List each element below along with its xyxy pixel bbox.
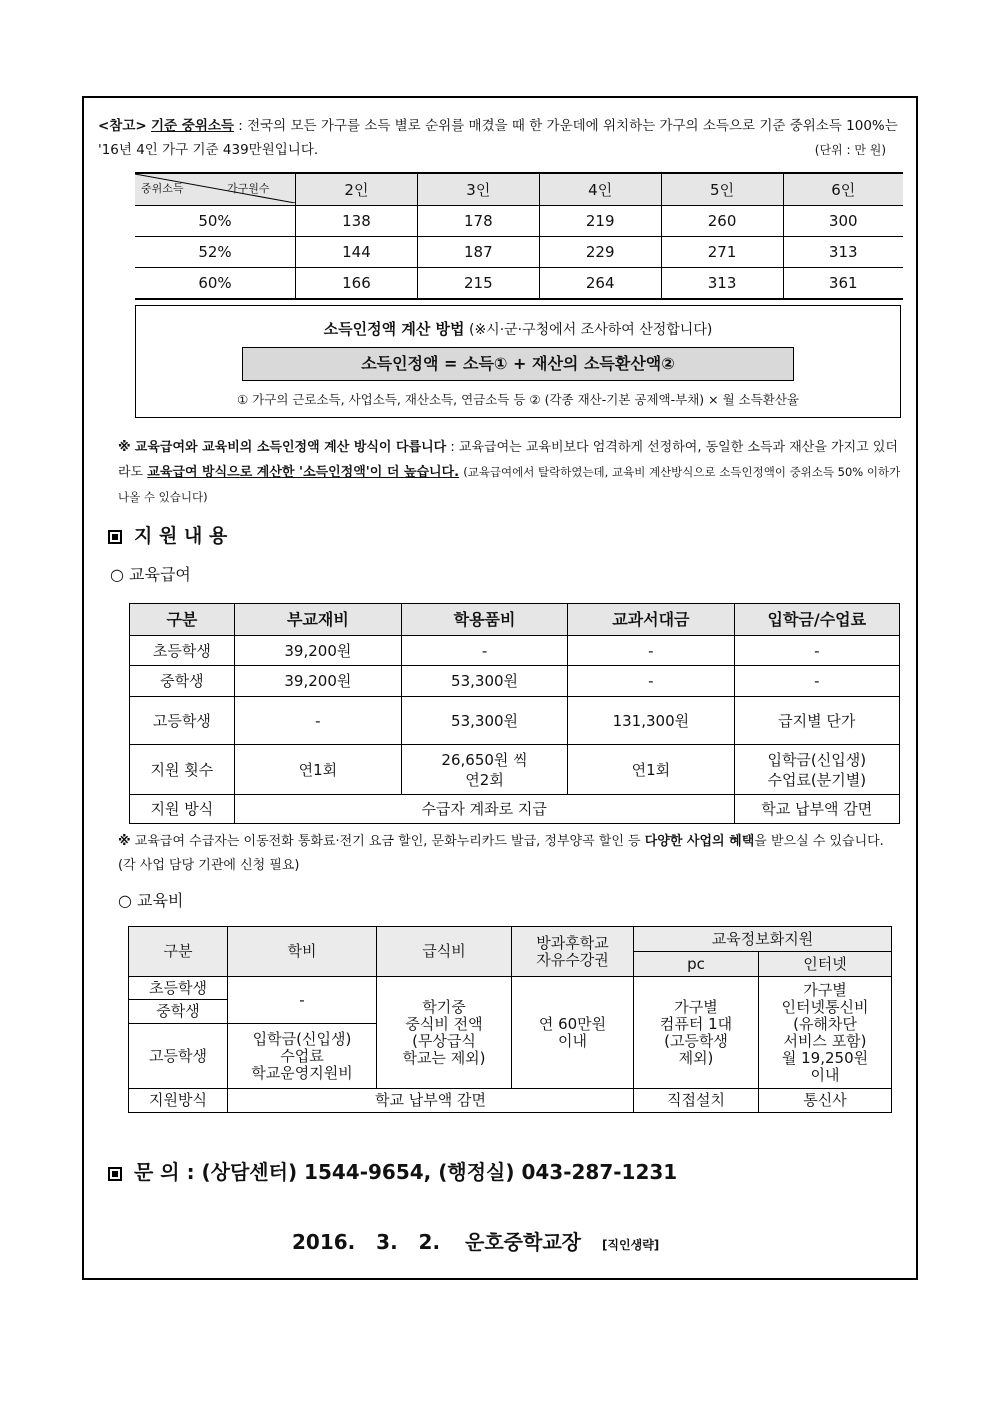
cell-line: 연2회	[465, 770, 504, 789]
row-label: 52%	[135, 237, 296, 268]
cell-line: 제외)	[678, 1048, 714, 1067]
row-label: 초등학생	[129, 977, 228, 1000]
cell-line: 컴퓨터 1대	[659, 1014, 733, 1033]
table-header-row	[135, 173, 903, 206]
table-cell	[512, 977, 634, 1089]
col-header: 4인	[539, 173, 661, 206]
col-header: 급식비	[377, 927, 512, 977]
col-header: 5인	[661, 173, 783, 206]
table-row	[130, 636, 900, 666]
table-cell: -	[568, 636, 734, 666]
table-cell	[634, 977, 759, 1089]
col-header: 입학금/수업료	[734, 604, 899, 636]
row-label: 지원방식	[129, 1089, 228, 1113]
table-cell: 313	[783, 237, 903, 268]
table-cell: 연1회	[234, 745, 401, 795]
col-header: 구분	[130, 604, 235, 636]
table-cell: 215	[417, 268, 539, 300]
cell-line: 이내	[558, 1031, 587, 1050]
row-label: 지원 방식	[130, 795, 235, 824]
table-cell: 53,300원	[401, 666, 567, 697]
warning-note-1	[118, 436, 904, 510]
calc-title-line	[136, 318, 900, 339]
table-cell: 300	[783, 206, 903, 237]
table-row	[129, 977, 892, 1000]
table-row	[135, 206, 903, 237]
table-cell	[759, 977, 892, 1089]
table-cell: 53,300원	[401, 697, 567, 745]
edu-cost-table	[128, 926, 892, 1113]
median-income-note	[98, 114, 904, 162]
warning-small: (교육급여에서 탈락하였는데, 교육비 계산방식으로 소득인정액이 중위소득 50% 이하가 나올 수 있습니다)	[118, 465, 901, 504]
cell-line: 중식비 전액	[405, 1014, 483, 1033]
cell-line: 학교운영지원비	[251, 1063, 353, 1082]
table-cell	[401, 745, 567, 795]
cell-line: 입학금(신입생)	[767, 750, 867, 769]
square-bullet-icon	[108, 1167, 122, 1181]
contact-text: 문 의 : (상담센터) 1544-9654, (행정실) 043-287-1231	[134, 1160, 678, 1184]
cell-line: 학교는 제외)	[402, 1048, 486, 1067]
warning-note-2	[118, 830, 904, 878]
table-cell: -	[234, 697, 401, 745]
table-row-method	[129, 1089, 892, 1113]
subsection-edu-cost: ○ 교육비	[118, 891, 184, 910]
col-header: 3인	[417, 173, 539, 206]
table-cell: 178	[417, 206, 539, 237]
reference-mark: ※	[118, 440, 131, 455]
col-header: 인터넷	[759, 952, 892, 977]
cell-line: 연 60만원	[538, 1014, 607, 1033]
table-cell: 39,200원	[234, 636, 401, 666]
row-label: 고등학생	[130, 697, 235, 745]
cell-line: (무상급식	[412, 1031, 476, 1050]
table-cell: -	[228, 977, 377, 1024]
col-header: pc	[634, 952, 759, 977]
table-cell: 219	[539, 206, 661, 237]
calc-footnote: ① 가구의 근로소득, 사업소득, 재산소득, 연금소득 등 ② (각종 재산-기본 공제액-부채) × 월 소득환산율	[236, 392, 799, 407]
calc-title: 소득인정액 계산 방법	[323, 320, 465, 338]
table-cell	[734, 745, 899, 795]
table-cell: 313	[661, 268, 783, 300]
table-cell: 166	[296, 268, 418, 300]
table-cell: 229	[539, 237, 661, 268]
table-row	[130, 697, 900, 745]
table-row	[130, 666, 900, 697]
table-cell: -	[568, 666, 734, 697]
calc-method-box	[135, 305, 901, 418]
cell-line: 입학금(신입생)	[252, 1029, 352, 1048]
cell-line: 가구별	[803, 980, 847, 999]
table-cell: 264	[539, 268, 661, 300]
table-header-row	[129, 927, 892, 952]
table-cell: 연1회	[568, 745, 734, 795]
contact-line	[108, 1156, 677, 1185]
row-label: 고등학생	[129, 1024, 228, 1089]
table-cell: 수급자 계좌로 지급	[234, 795, 734, 824]
cell-line: 수업료	[280, 1046, 324, 1065]
unit-label: (단위 : 만 원)	[814, 143, 886, 157]
row-label: 60%	[135, 268, 296, 300]
sign-stamp: [직인생략]	[601, 1238, 660, 1252]
table-cell	[377, 977, 512, 1089]
table-row	[135, 268, 903, 300]
formula-box: 소득인정액 = 소득① + 재산의 소득환산액②	[242, 347, 794, 381]
table-cell: 급지별 단가	[734, 697, 899, 745]
col-header: 교육정보화지원	[634, 927, 892, 952]
square-bullet-icon	[108, 530, 122, 544]
warning-underline: 교육급여 방식으로 계산한 '소득인정액'이 더 높습니다.	[147, 465, 460, 480]
cell-line: 가구별	[674, 997, 718, 1016]
col-header: 구분	[129, 927, 228, 977]
table-header-row	[130, 604, 900, 636]
row-label: 초등학생	[130, 636, 235, 666]
table-cell: 187	[417, 237, 539, 268]
col-header: 6인	[783, 173, 903, 206]
note-key-term: 기준 중위소득	[151, 118, 234, 134]
table-row-count	[130, 745, 900, 795]
warning-bold: 다양한 사업의 혜택	[644, 834, 755, 849]
col-header: 부교재비	[234, 604, 401, 636]
table-cell: 138	[296, 206, 418, 237]
sign-name: 운호중학교장	[465, 1230, 581, 1254]
table-cell: -	[734, 636, 899, 666]
table-cell: 직접설치	[634, 1089, 759, 1113]
cell-line: 학기중	[422, 997, 466, 1016]
col-header: 교과서대금	[568, 604, 734, 636]
col-header	[512, 927, 634, 977]
cell-line: 방과후학교	[536, 933, 609, 952]
col-header: 2인	[296, 173, 418, 206]
corner-right: 가구원수	[227, 182, 270, 195]
table-cell: 361	[783, 268, 903, 300]
table-cell: 학교 납부액 감면	[228, 1089, 634, 1113]
cell-line: 수업료(분기별)	[767, 770, 867, 789]
reference-mark: ※	[118, 834, 131, 849]
cell-line: 이내	[810, 1065, 840, 1084]
cell-line: 인터넷통신비	[781, 997, 869, 1016]
cell-line: (유해차단	[793, 1014, 857, 1033]
warning-bold: 교육급여와 교육비의 소득인정액 계산 방식이 다릅니다	[134, 440, 447, 455]
cell-line: 26,650원 씩	[441, 750, 528, 769]
table-cell: 131,300원	[568, 697, 734, 745]
table-cell: -	[734, 666, 899, 697]
table-cell: 학교 납부액 감면	[734, 795, 899, 824]
col-header: 학비	[228, 927, 377, 977]
row-label: 지원 횟수	[130, 745, 235, 795]
warning-text-2: 을 받으실 수 있습니다. (각 사업 담당 기관에 신청 필요)	[118, 834, 884, 873]
corner-cell	[135, 173, 296, 206]
table-cell	[228, 1024, 377, 1089]
table-cell: 144	[296, 237, 418, 268]
section-title-text: 지 원 내 용	[134, 525, 228, 547]
table-row-method	[130, 795, 900, 824]
table-cell: 271	[661, 237, 783, 268]
table-cell: -	[401, 636, 567, 666]
row-label: 50%	[135, 206, 296, 237]
calc-title-note: (※시·군·구청에서 조사하여 산정합니다)	[468, 322, 713, 338]
subsection-edu-benefit: ○ 교육급여	[110, 565, 191, 584]
edu-benefit-table	[129, 603, 900, 824]
section-title	[108, 521, 227, 548]
table-cell: 통신사	[759, 1089, 892, 1113]
row-label: 중학생	[130, 666, 235, 697]
note-ref: <참고>	[98, 118, 147, 134]
corner-left: 중위소득	[141, 182, 184, 195]
col-header: 학용품비	[401, 604, 567, 636]
note-text: : 전국의 모든 가구를 소득 별로 순위를 매겼을 때 한 가운데에 위치하는 가구의 소득으로 기준 중위소득 100%는 '16년 4인 가구 기준 439만원입니다.	[98, 118, 898, 158]
cell-line: 자유수강권	[536, 950, 609, 969]
cell-line: 월 19,250원	[781, 1048, 869, 1067]
cell-line: (고등학생	[664, 1031, 728, 1050]
cell-line: 서비스 포함)	[783, 1031, 867, 1050]
signature-line	[292, 1226, 659, 1255]
table-row	[135, 237, 903, 268]
sign-date: 2016. 3. 2.	[292, 1230, 441, 1254]
median-income-table	[135, 172, 903, 300]
row-label: 중학생	[129, 1000, 228, 1024]
warning-text: 교육급여 수급자는 이동전화 통화료·전기 요금 할인, 문화누리카드 발급, 정부양곡 할인 등	[134, 834, 641, 849]
warning-text: : 교육급여는 교육비보다 엄격하게 선정하여, 동일한 소득과 재산을 가지고 있더라도	[118, 440, 898, 480]
table-cell: 39,200원	[234, 666, 401, 697]
table-cell: 260	[661, 206, 783, 237]
